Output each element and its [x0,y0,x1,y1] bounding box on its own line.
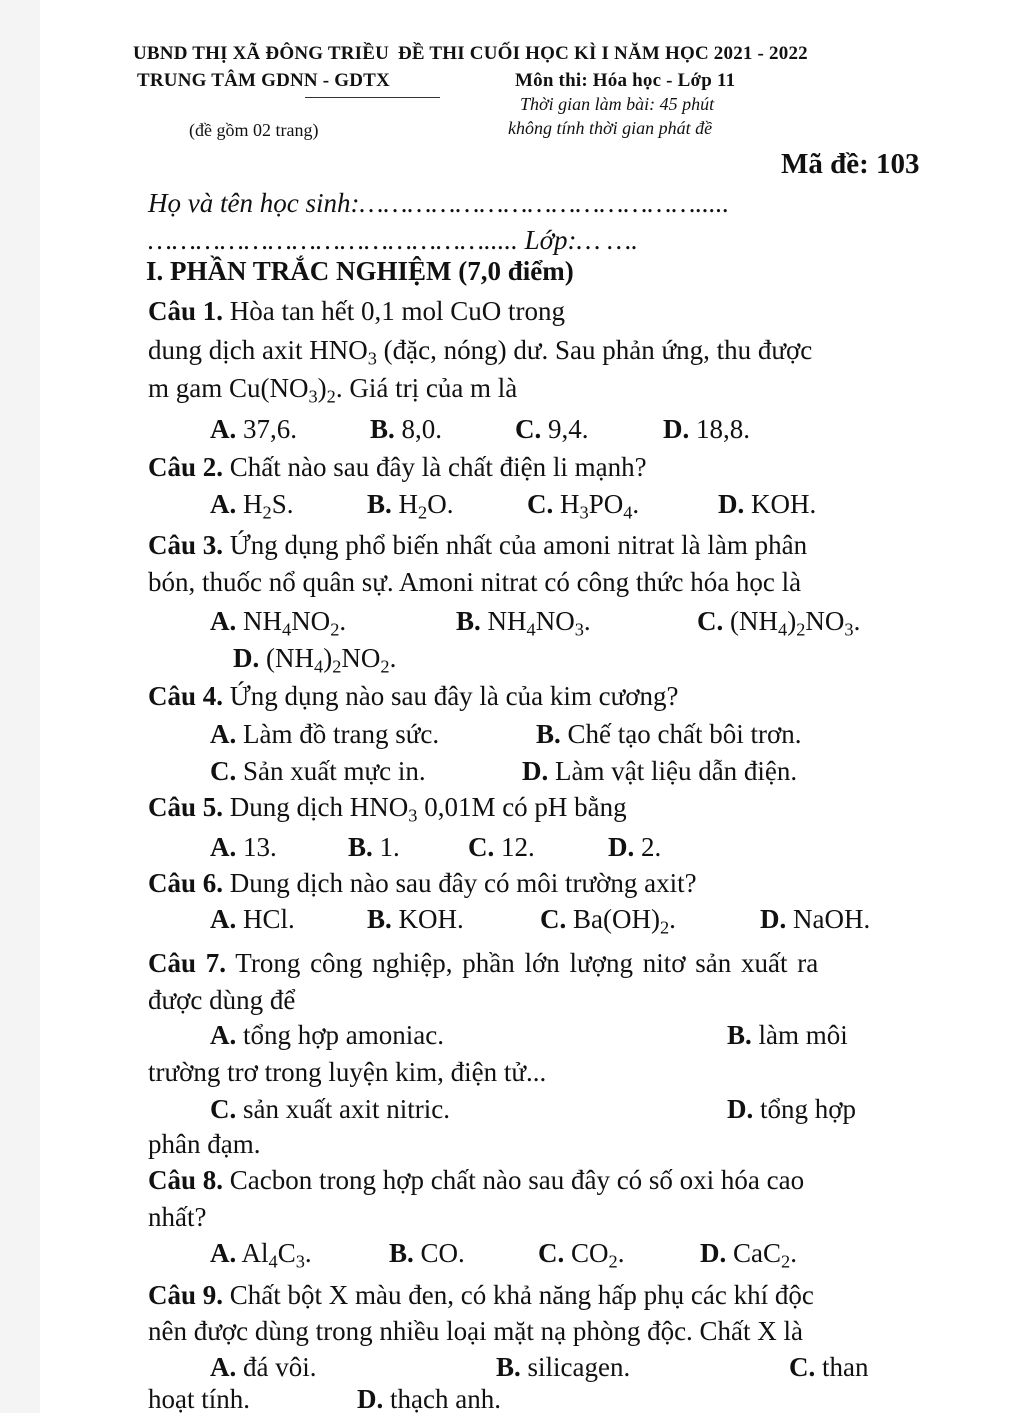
text-run: O. [427,489,454,519]
q8-option-c[interactable] [538,1236,624,1270]
subscript: 4 [314,656,324,677]
option-label: D. [357,1384,384,1414]
subscript: 2 [659,917,670,938]
option-label: C. [540,904,567,934]
option-label: D. [760,904,787,934]
subscript: 2 [326,386,336,407]
option-text: 2. [641,832,662,862]
question-label: Câu 3. [148,530,224,560]
header-right-line1: ĐỀ THI CUỐI HỌC KÌ I NĂM HỌC 2021 - 2022 [398,43,808,64]
question-text: Cacbon trong hợp chất nào sau đây có số oxi hóa cao [229,1165,805,1195]
text-run: . [617,1238,625,1268]
option-label: C. [789,1352,816,1382]
option-label: A. [210,606,237,636]
text-run: (NH [266,643,314,673]
q6-option-d[interactable] [760,902,870,936]
option-text: HCl. [243,904,295,934]
q9-option-c[interactable] [789,1350,869,1384]
exam-code: Mã đề: 103 [781,148,920,180]
text-run: . [632,489,640,519]
option-label: B. [496,1352,521,1382]
header-right-line4: không tính thời gian phát đề [508,118,713,138]
question-text: Chất nào sau đây là chất điện li mạnh? [229,452,647,482]
subscript: 3 [579,502,589,523]
text-run: C [277,1238,296,1268]
option-label: C. [527,489,554,519]
option-text: Sản xuất mực in. [243,756,426,786]
text-run: 0,01M có pH bằng [424,792,627,822]
option-label: D. [727,1094,754,1124]
text-run: S. [271,489,294,519]
option-label: B. [389,1238,414,1268]
header-right-line2: Môn thi: Hóa học - Lớp 11 [515,70,736,91]
option-text: 13. [243,832,277,862]
text-run: NO [805,606,845,636]
question-label: Câu 8. [148,1165,224,1195]
text-run: . [790,1238,797,1268]
q9-option-c-continued: hoạt tính. [148,1384,250,1414]
subscript: 2 [262,502,272,523]
question-3-line2: bón, thuốc nổ quân sự. Amoni nitrat có công thức hóa học là [148,567,802,597]
text-run: NO [535,606,575,636]
q4-option-a[interactable] [210,717,439,751]
q3-option-d[interactable] [233,641,396,675]
option-text: 18,8. [696,414,750,444]
text-run: H [398,489,419,519]
option-label: D. [522,756,549,786]
option-label: A. [210,719,237,749]
q2-option-b[interactable] [367,487,453,521]
option-text: 9,4. [548,414,589,444]
q7-option-a[interactable] [210,1018,444,1052]
option-label: B. [370,414,395,444]
option-label: D. [233,643,260,673]
student-name-line: Họ và tên học sinh:……………………………………..... [148,188,730,218]
q4-option-c[interactable] [210,754,426,788]
question-9-line1 [148,1278,814,1312]
student-class-line: ……………………………………..... Lớp:… …. [148,225,639,255]
question-label: Câu 7. [148,948,227,978]
option-text: làm môi [758,1020,848,1050]
option-text: CO. [420,1238,465,1268]
question-label: Câu 4. [148,681,224,711]
q1-option-a[interactable] [210,412,297,446]
q9-option-b[interactable] [496,1350,630,1384]
question-5-line1 [148,790,627,824]
subscript: 4 [623,502,633,523]
subscript: 2 [781,1251,791,1272]
option-label: D. [663,414,690,444]
question-label: Câu 9. [148,1280,224,1310]
text-run: Al [241,1238,269,1268]
question-6-line1 [148,866,697,900]
option-label: A. [210,1238,237,1268]
text-run: . [669,904,676,934]
option-text: tổng hợp [760,1094,857,1124]
subscript: 3 [574,619,584,640]
question-4-line1 [148,679,679,713]
text-run: m gam Cu(NO [148,373,309,403]
header-right-line3: Thời gian làm bài: 45 phút [520,94,715,114]
q7-option-d[interactable] [727,1092,856,1126]
q7-option-d-continued: phân đạm. [148,1129,261,1159]
option-label: B. [367,904,392,934]
question-text: Hòa tan hết 0,1 mol CuO trong [229,296,565,326]
q3-option-b[interactable] [456,604,591,638]
subscript: 3 [295,1251,305,1272]
option-text: silicagen. [527,1352,631,1382]
q9-option-d[interactable] [357,1382,501,1416]
subscript: 4 [268,1251,278,1272]
q6-option-c[interactable] [540,902,676,936]
text-run: NO [291,606,331,636]
q5-option-c[interactable] [468,830,535,864]
option-text: KOH. [751,489,817,519]
q1-option-d[interactable] [663,412,750,446]
q7-option-b-continued: trường trơ trong luyện kim, điện tử... [148,1057,547,1087]
question-8-line1 [148,1163,804,1197]
question-1-line3 [148,371,517,405]
text-run: dung dịch axit HNO [148,335,368,365]
text-run: CaC [733,1238,782,1268]
question-text: Ứng dụng nào sau đây là của kim cương? [229,681,679,711]
option-label: D. [608,832,635,862]
text-run: . [389,643,397,673]
option-text: 12. [501,832,535,862]
text-run: (NH [730,606,778,636]
text-run: Ba(OH) [573,904,660,934]
option-label: B. [348,832,373,862]
q4-option-b[interactable] [536,717,802,751]
text-run: H [243,489,263,519]
text-run: (đặc, nóng) dư. Sau phản ứng, thu được [383,335,813,365]
option-label: A. [210,904,237,934]
q4-option-d[interactable] [522,754,797,788]
question-1-line1 [148,294,565,328]
option-text: 8,0. [401,414,443,444]
text-run: ) [323,643,333,673]
subscript: 2 [418,502,428,523]
question-label: Câu 1. [148,296,224,326]
question-text: Trong công nghiệp, phần lớn lượng nitơ sản xuất ra [235,948,819,978]
option-label: C. [697,606,724,636]
option-label: C. [210,1094,237,1124]
header-left-line1: UBND THỊ XÃ ĐÔNG TRIỀU [133,43,390,64]
option-text: 1. [379,832,400,862]
question-7-line2: được dùng để [148,985,296,1015]
option-label: B. [727,1020,752,1050]
q1-option-c[interactable] [515,412,589,446]
question-8-line2: nhất? [148,1202,207,1232]
text-run: ) [317,373,327,403]
option-label: B. [536,719,561,749]
q8-option-a[interactable] [210,1236,312,1270]
subscript: 3 [844,619,854,640]
option-text: Làm đồ trang sức. [243,719,440,749]
section-title: I. PHẦN TRẮC NGHIỆM (7,0 điểm) [146,256,574,286]
text-run: . [339,606,347,636]
option-label: A. [210,1352,237,1382]
text-run: PO [588,489,624,519]
question-label: Câu 6. [148,868,224,898]
option-text: 37,6. [243,414,297,444]
text-run: CO [571,1238,609,1268]
q3-option-c[interactable] [697,604,860,638]
subscript: 3 [408,805,418,826]
option-text: NaOH. [793,904,871,934]
option-label: D. [718,489,745,519]
text-run: H [560,489,580,519]
option-label: A. [210,832,237,862]
option-text: than [822,1352,869,1382]
q5-option-a[interactable] [210,830,277,864]
subscript: 3 [367,348,377,369]
subscript: 2 [330,619,340,640]
question-7-line1 [148,946,818,980]
text-run: NO [341,643,381,673]
q2-option-a[interactable] [210,487,293,521]
option-text: KOH. [398,904,464,934]
question-9-line2: nên được dùng trong nhiều loại mặt nạ phòng độc. Chất X là [148,1316,804,1346]
q2-option-c[interactable] [527,487,639,521]
option-label: A. [210,1020,237,1050]
text-run: . [583,606,591,636]
option-text: Làm vật liệu dẫn điện. [555,756,798,786]
header-left-line2: TRUNG TÂM GDNN - GDTX [137,70,390,91]
text-run: ) [787,606,797,636]
option-label: B. [367,489,392,519]
subscript: 2 [796,619,806,640]
option-label: A. [210,489,237,519]
q8-option-d[interactable] [700,1236,797,1270]
question-3-line1 [148,528,807,562]
question-text: Ứng dụng phổ biến nhất của amoni nitrat là làm phân [229,530,808,560]
question-2-line1 [148,450,647,484]
subscript: 4 [282,619,292,640]
option-text: Chế tạo chất bôi trơn. [567,719,802,749]
q5-option-b[interactable] [348,830,400,864]
q6-option-a[interactable] [210,902,295,936]
q7-option-b[interactable] [727,1018,848,1052]
page-edge-shadow [0,0,40,1413]
text-run: . Giá trị của m là [335,373,518,403]
subscript: 2 [332,656,342,677]
header-divider [305,97,440,98]
option-label: C. [515,414,542,444]
subscript: 2 [608,1251,618,1272]
question-label: Câu 5. [148,792,224,822]
option-label: D. [700,1238,727,1268]
option-label: C. [538,1238,565,1268]
question-label: Câu 2. [148,452,224,482]
option-text: đá vôi. [243,1352,317,1382]
subscript: 4 [526,619,536,640]
q3-option-a[interactable] [210,604,346,638]
subscript: 2 [380,656,390,677]
option-label: C. [468,832,495,862]
option-text: sản xuất axit nitric. [243,1094,450,1124]
text-run: . [304,1238,312,1268]
option-label: A. [210,414,237,444]
q8-option-b[interactable] [389,1236,465,1270]
question-1-line2 [148,333,812,367]
text-run: NH [243,606,282,636]
option-text: thạch anh. [390,1384,501,1414]
text-run: NH [487,606,527,636]
subscript: 4 [778,619,788,640]
header-left-note: (đề gồm 02 trang) [189,120,319,140]
q5-option-d[interactable] [608,830,661,864]
q1-option-b[interactable] [370,412,442,446]
option-label: C. [210,756,237,786]
q7-option-c[interactable] [210,1092,450,1126]
q6-option-b[interactable] [367,902,464,936]
option-label: B. [456,606,481,636]
q2-option-d[interactable] [718,487,816,521]
option-text: tổng hợp amoniac. [243,1020,444,1050]
question-text: Chất bột X màu đen, có khả năng hấp phụ các khí độc [229,1280,814,1310]
subscript: 3 [308,386,318,407]
text-run: Dung dịch HNO [229,792,409,822]
question-text: Dung dịch nào sau đây có môi trường axit? [229,868,697,898]
text-run: . [853,606,861,636]
q9-option-a[interactable] [210,1350,317,1384]
